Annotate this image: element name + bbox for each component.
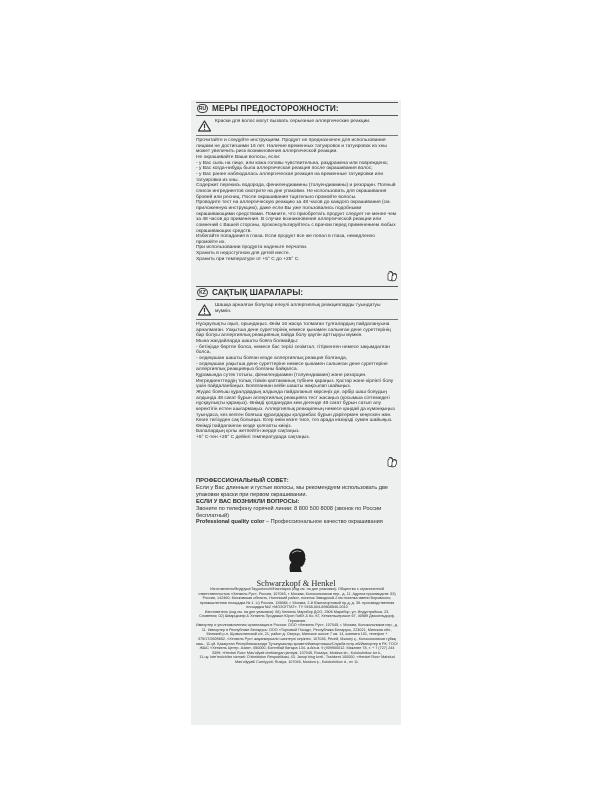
kz-line: Нұсқаулықты оқып, орындаңыз. Өнім 16 жасқа толмаған тұлғалардың пайдалануына арналмаған. Уақытша дене суреттерінің немесе қынамен салынған дене суреттерінің бар болуы аллергиялық реакцияның пайда болу қаупін арттыруы мүмкін. <box>196 322 391 339</box>
ru-line: Хранить при температуре от +5° С до +25° С. <box>196 256 300 262</box>
ru-line: - у Вас когда-нибудь была аллергическая реакция после окрашивания волос; <box>196 166 373 172</box>
ru-line: Содержит перекись водорода, фенилендиамины (толуендиамины) и резорцин. Полный список ингредиентов смотрите на дне упаковки. Не использовать для окрашивания бровей или ресниц. После окрашивания тщательно промойте волосы. <box>196 183 396 200</box>
ru-line: При использовании продукта наденьте перчатки. <box>196 245 308 251</box>
quality-bold: Professional quality color <box>196 519 265 526</box>
quality-line <box>196 519 398 526</box>
body-text-kz <box>196 322 398 441</box>
ru-line: Хранить в недоступном для детей месте. <box>196 251 291 257</box>
section-kz <box>196 286 398 441</box>
warning-triangle-icon <box>198 120 211 132</box>
warning-triangle-icon <box>198 304 211 316</box>
kz-line: - әлдеқашан шашты бояған кезде аллергиялық реакция болғанда, <box>196 355 348 361</box>
section-title-ru: МЕРЫ ПРЕДОСТОРОЖНОСТИ: <box>212 104 339 113</box>
section-ru <box>196 102 398 262</box>
pro-advice-title: ПРОФЕССИОНАЛЬНЫЙ СОВЕТ: <box>196 478 289 484</box>
ru-line: Прочитайте и следуйте инструкциям. Продукт не предназначен для использования лицами не достигшими 16 лет. Наличие временных татуировок и татуировок из хны может увеличить риск возникновения аллергической реакции. <box>196 138 387 155</box>
ru-line: - у Вас сыпь на лице, или кожа головы чувствительна, раздражена или повреждена; <box>196 160 388 166</box>
instruction-sheet <box>191 100 401 725</box>
warning-box-kz <box>196 303 398 320</box>
gloves-icon <box>386 456 398 468</box>
logo-text: Schwarzkopf & Henkel <box>256 579 336 588</box>
brand-logo <box>191 547 401 588</box>
kz-line: Көзге тигізуден сақ болыңыз. Егер өнім көзге тисе, тез арада көзіңізді сумен шайыңыз. Өнімді пайдаланған кезде қолғапты киіңіз. <box>196 418 393 429</box>
pro-advice-text: Если у Вас длинные и густые волосы, мы рекомендуем использовать две упаковки краски при первом окрашивании. <box>196 484 388 498</box>
kz-line: - бетіңізде бөртпе болса, немесе бас терісі сезімтал, тітіркенген немесе зақымдалған болса, <box>196 344 390 356</box>
quality-text: – Профессиональное качество окрашивания <box>264 519 383 526</box>
lang-badge-ru: RU <box>198 106 207 112</box>
advice-block <box>196 478 398 526</box>
ru-line: - у Вас ранее наблюдалась аллергическая реакция на временные татуировки или татуировки из хны. <box>196 171 384 183</box>
lang-badge-kz: KZ <box>197 288 208 297</box>
questions-text: Звоните по телефону горячей линии: 8 800 500 8008 (звонок по России бесплатный) <box>196 505 382 519</box>
kz-line: - әлдеқашан уақытша дене суреттеріне немесе қынамен салынған дене суреттеріне аллергиялық реакцияңыз болғаны байқалса. <box>196 361 388 373</box>
warning-box-ru <box>196 119 398 136</box>
gloves-icon <box>386 270 398 282</box>
kz-line: Жүдас бояғыш құралдардың алдында пайдаланып көрсеңіз де, әрбір шаш бояудың алдында 48 сағат бұрын аллергиялық реакцияға тест жасаңыз (қосымша сілтемедегі нұсқаулықты қараңыз). Өнімді қолданудан кем дегенде 48 сағат бұрын сатып алу керектігін естен шығармаңыз. Аллергиялық реакцияның немесе қандай да күмәнқыңыз туындаса, кез келген бояғыш құралдарды қолданбас бұрын дәрігермен кеңескен жөн. <box>196 389 395 418</box>
ru-line: Проводите тест на аллергическую реакцию за 48 часов до каждого окрашивания (см. приложенную инструкцию), даже если Вы уже пользовались подобными окрашивающими средствами. Помните, что приобретать продукт следует не менее чем за 48 часов до применения. В случае возникновения аллергической реакции или сомнений с Вашей стороны, проконсультируйтесь с врачом перед применением любых окрашивающих средств. <box>196 200 397 234</box>
section-header-ru <box>196 102 398 116</box>
body-text-ru <box>196 138 398 262</box>
manufacturer-line: 11-uy. Iste'molchilar xizmati: O'zbekiston Respublikasi, 43. Janop'ning kvrtl., Toshkent 100000. «Henkel Rus» Mahdud Mas'uliyyatli Cəmiyyəti, Rusiya, 107045, Moskva ş., Kolokolnikov d., ev 11. <box>199 655 395 664</box>
warning-text-ru: Краски для волос могут вызвать серьезные аллергические реакции. <box>215 119 371 124</box>
kz-line: Балалардың қолы жетпейтін жерде сақтаңыз. <box>196 429 300 435</box>
section-header-kz <box>196 286 398 300</box>
manufacturer-line: Изготовитель (код см. на дне упаковки): 06) Хенкель Марибор ДОО, 2506 Марибор, ул. Индустрийска, 23, Словения; 02) Шварцкопф & Хенкель Продакшн Юроп ГмбХ & Ко. КГ, Хенкельштрассе 67, 40589 Дюссельдорф, Германия. <box>199 609 395 623</box>
warning-text-kz: Шашқа арналған бояулар елеулі аллергиялық реакцияларды туындатуы мүмкін. <box>215 303 381 314</box>
kz-line: Мына жағдайларда шашты бояға болмайды: <box>196 338 299 344</box>
section-title-kz: САҚТЫҚ ШАРАЛАРЫ: <box>212 288 304 297</box>
manufacturer-line: Импортер и уполномоченная организация в России: ООО «Хенкель Рус», 107045, г. Москва, Колокольников пер., д. 11. Импортер в Республике Беларусь: ООО «Торговый Посад», Республика Беларусь, 223021, Минская обл., Минский р-н, Щомыслинский с/с, 21, район д. Озерцо, Минское шоссе 7 км. 14, комната 101, телефон + 375/17/2609652. «Хенкель Рус» жауапкершілігі шектеулі серіктес, 107045, Ресей, Мәскеу қ., Колокольников тұйық көш., 11-үй. Қазақстан Республикасында Тұтынушылар қызметі/Импортлашы/Служба потр-ей/Импортер в РК: ТОО/ЖШС «Хенкель Центр. Азия», 050000, Богенбай батыра 134, а-й/а.м. 9 (909900012. Макатие 78, т. + 7 (727) 244 3399; «Henkel Rus» Mas'uliyati cheklangan jamiyat, 107045, Rossiya, Moskva sh., Kolokolnikov tor k., <box>196 623 398 655</box>
ru-line: Не окрашивайте Ваши волосы, если: <box>196 154 281 160</box>
manufacturer-block <box>196 587 398 664</box>
questions-title: ЕСЛИ У ВАС ВОЗНИКЛИ ВОПРОСЫ: <box>196 498 300 505</box>
ru-line: Избегайте попадания в глаза. Если продукт все же попал в глаза, немедленно промойте их. <box>196 234 375 245</box>
schwarzkopf-head-icon <box>281 547 311 573</box>
kz-line: Құрамында сутек тотығы, фенилендиамин (толуендиамин) және резорцин. Ингредиенттердің толық тізімін қаптаманың түбінен қараңыз. Қастар және кірпікті бояу үшін пайдаланбаңыз. Боялғаннан кейін шашты жақсылап шайыңыз. <box>196 372 394 390</box>
kz-line: +5° С-тен +25° С дейінгі температурада сақтаңыз. <box>196 435 310 441</box>
manufacturer-line: Изготовитель/Өндіруші/Tayyorlovchi/Hazırlayan (код см. на дне упаковки): Общество с ограниченной ответственностью «Хенкель Рус», Россия, 107045, г. Москва, Колокольников пер., д. 11. Адреса производств: 53) Россия, 142460, Московская область, Ногинский район, поселок Заводской-2 км поселка имени Воровского, промышленная площадка № 1. Li) Россия, 115088, г. Москва, 2-й Южнопортовый пр-д, д. 35. производственная площадка №2 «МОЗОПТАТ». ТУ 9158-004-89608540-2010 <box>198 587 396 610</box>
